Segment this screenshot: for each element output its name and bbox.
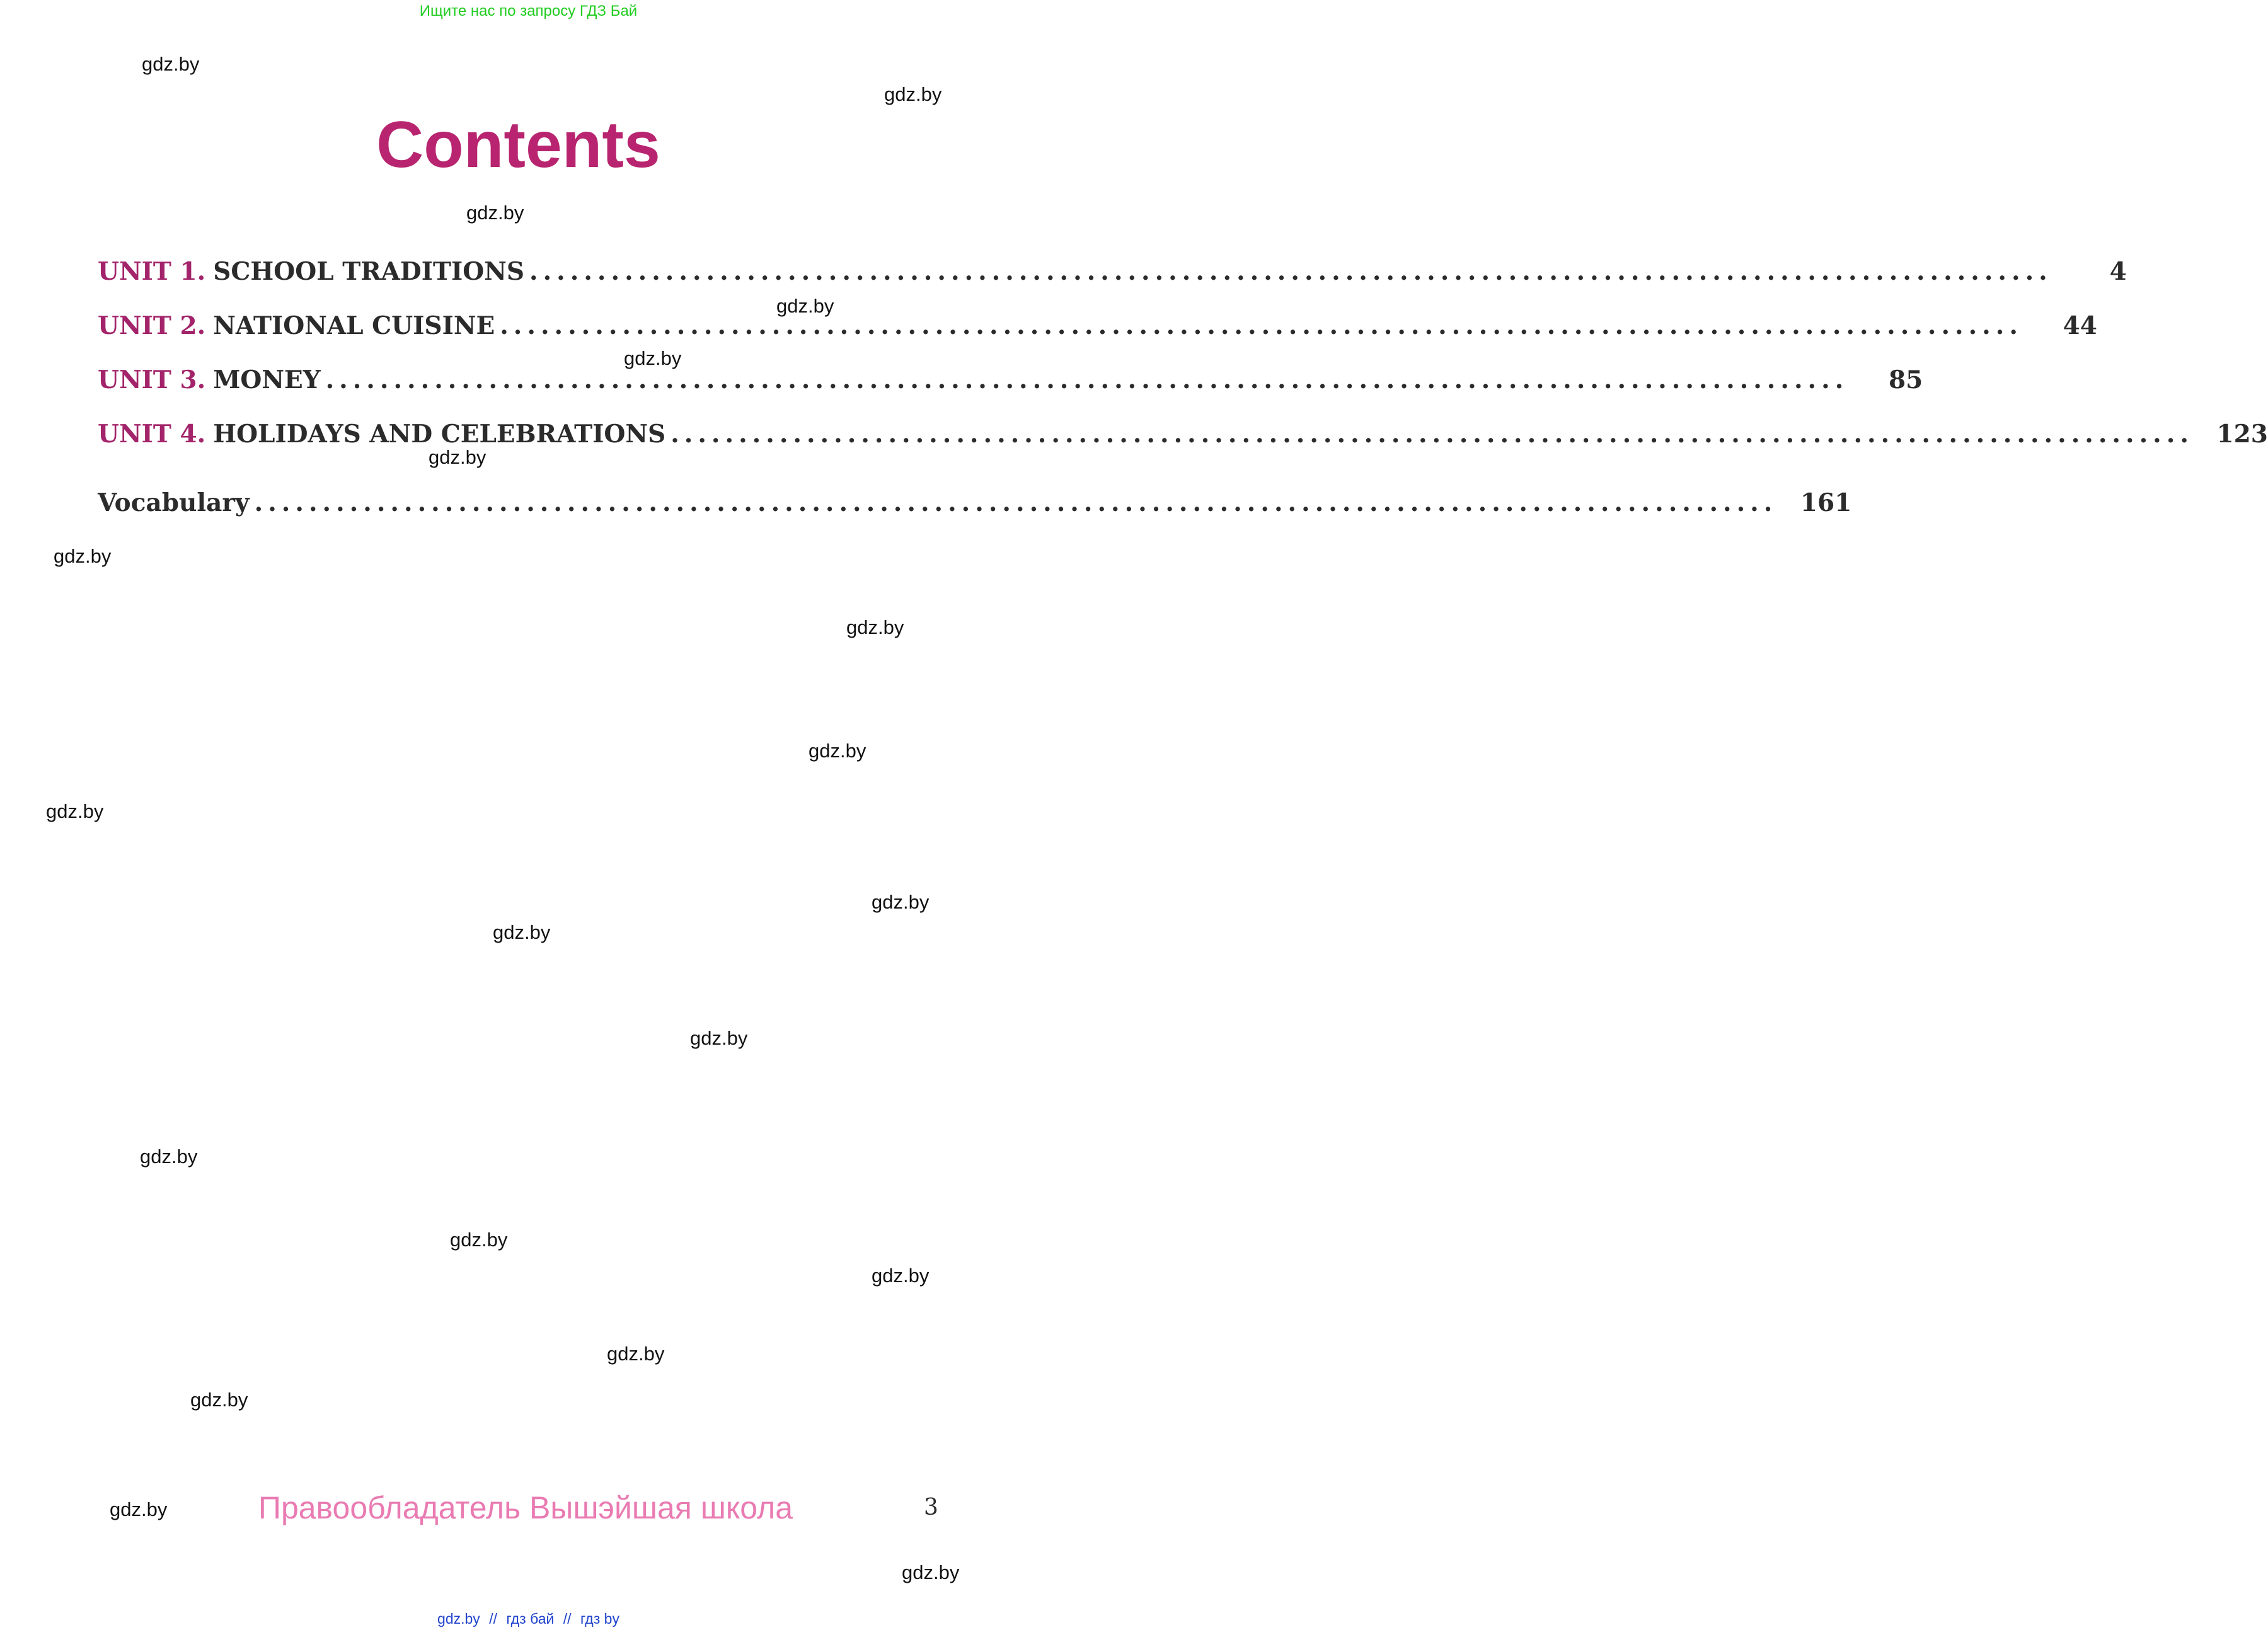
watermark: gdz.by (607, 1343, 665, 1365)
watermark: gdz.by (190, 1389, 248, 1411)
watermark: gdz.by (110, 1498, 168, 1520)
watermark: gdz.by (872, 891, 930, 913)
unit-page-number: 4 (2109, 257, 2127, 286)
unit-title: NATIONAL CUISINE (213, 311, 495, 340)
watermark: gdz.by (450, 1229, 508, 1251)
page-number: 3 (924, 1495, 938, 1520)
footer-link-gdz-bai[interactable]: гдз бай (506, 1610, 555, 1627)
copyright-notice: Правообладатель Вышэйшая школа (258, 1490, 793, 1525)
footer-separator: // (489, 1610, 497, 1627)
unit-title: SCHOOL TRADITIONS (213, 257, 525, 286)
watermark: gdz.by (140, 1145, 198, 1168)
unit-label: UNIT 3. (98, 365, 206, 394)
unit-label: UNIT 2. (98, 311, 206, 340)
dot-leader: ................................................................................................................ (325, 365, 1849, 394)
watermark: gdz.by (902, 1561, 960, 1583)
toc-row-unit-3 (98, 365, 1923, 394)
toc-row-unit-4 (98, 420, 2268, 449)
unit-page-number: 123 (2216, 420, 2268, 449)
watermark: gdz.by (846, 616, 904, 638)
unit-label: UNIT 1. (98, 257, 206, 286)
dot-leader: ................................................................................................................ (254, 488, 1778, 517)
watermark: gdz.by (54, 545, 112, 567)
unit-label: UNIT 4. (98, 420, 206, 449)
watermark: gdz.by (429, 446, 486, 468)
watermark: gdz.by (884, 83, 942, 105)
watermark: gdz.by (624, 347, 682, 369)
toc-row-vocabulary (98, 488, 1852, 517)
footer-separator: // (563, 1610, 572, 1627)
unit-title: MONEY (213, 365, 321, 394)
watermark: gdz.by (809, 740, 866, 762)
dot-leader: ................................................................................................................ (500, 311, 2023, 340)
watermark: gdz.by (466, 202, 524, 224)
unit-page-number: 44 (2063, 311, 2097, 340)
vocabulary-page-number: 161 (1800, 488, 1852, 517)
footer-link-gdz-by-cyr[interactable]: гдз by (580, 1610, 619, 1627)
vocabulary-title: Vocabulary (98, 488, 250, 517)
unit-page-number: 85 (1889, 365, 1923, 394)
watermark: gdz.by (142, 53, 200, 75)
top-banner[interactable]: Ищите нас по запросу ГДЗ Бай (419, 3, 638, 20)
dot-leader: ................................................................................................................ (529, 257, 2052, 286)
toc-row-unit-1 (98, 257, 2127, 286)
footer-link-gdz-by[interactable]: gdz.by (437, 1610, 480, 1627)
watermark: gdz.by (776, 295, 834, 317)
watermark: gdz.by (46, 800, 104, 822)
footer-links (0, 1610, 1057, 1627)
unit-title: HOLIDAYS AND CELEBRATIONS (213, 420, 666, 449)
watermark: gdz.by (690, 1027, 748, 1049)
dot-leader: ................................................................................................................ (671, 420, 2194, 449)
watermark: gdz.by (493, 921, 551, 943)
watermark: gdz.by (872, 1265, 930, 1287)
page-title: Contents (376, 108, 660, 181)
